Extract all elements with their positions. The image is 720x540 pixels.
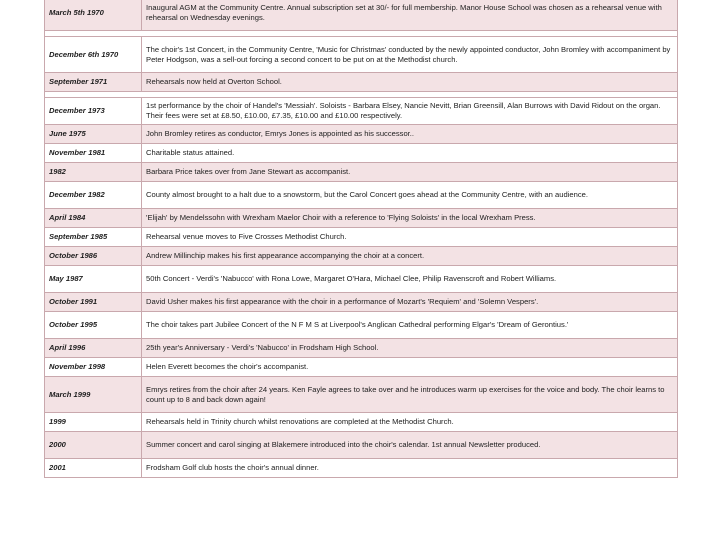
- entry-date: October 1991: [45, 293, 142, 312]
- timeline-row: [45, 209, 678, 228]
- entry-text: Summer concert and carol singing at Blakemere introduced into the choir's calendar. 1st annual Newsletter produced.: [142, 432, 678, 459]
- timeline-table: [44, 0, 678, 478]
- entry-text: 25th year's Anniversary - Verdi's 'Nabucco' in Frodsham High School.: [142, 339, 678, 358]
- entry-date: May 1987: [45, 266, 142, 293]
- entry-date: September 1971: [45, 73, 142, 92]
- timeline-row: [45, 293, 678, 312]
- entry-date: 1982: [45, 163, 142, 182]
- entry-text: The choir's 1st Concert, in the Community Centre, 'Music for Christmas' conducted by the newly appointed conductor, John Bromley with accompaniment by Peter Hodgson, was a sell-out forcing a second concert to be put on at the Methodist church.: [142, 37, 678, 73]
- entry-text: 'Elijah' by Mendelssohn with Wrexham Maelor Choir with a reference to 'Flying Soloists' in the local Wrexham Press.: [142, 209, 678, 228]
- timeline-row: [45, 144, 678, 163]
- entry-text: Barbara Price takes over from Jane Stewart as accompanist.: [142, 163, 678, 182]
- timeline-row: [45, 413, 678, 432]
- timeline-row: [45, 163, 678, 182]
- entry-text: Frodsham Golf club hosts the choir's annual dinner.: [142, 459, 678, 478]
- timeline-row: [45, 377, 678, 413]
- timeline-row: [45, 73, 678, 92]
- entry-date: September 1985: [45, 228, 142, 247]
- entry-date: December 6th 1970: [45, 37, 142, 73]
- entry-text: Charitable status attained.: [142, 144, 678, 163]
- timeline-row: [45, 432, 678, 459]
- entry-date: April 1996: [45, 339, 142, 358]
- timeline-row: [45, 312, 678, 339]
- entry-text: Andrew Millinchip makes his first appearance accompanying the choir at a concert.: [142, 247, 678, 266]
- timeline-row: [45, 358, 678, 377]
- timeline-row: [45, 0, 678, 31]
- entry-date: 2001: [45, 459, 142, 478]
- entry-date: March 5th 1970: [45, 0, 142, 31]
- timeline-row: [45, 459, 678, 478]
- entry-text: Rehearsals now held at Overton School.: [142, 73, 678, 92]
- timeline-row: [45, 182, 678, 209]
- entry-date: March 1999: [45, 377, 142, 413]
- entry-date: December 1973: [45, 98, 142, 125]
- entry-date: November 1981: [45, 144, 142, 163]
- timeline-row: [45, 339, 678, 358]
- entry-date: October 1986: [45, 247, 142, 266]
- entry-date: June 1975: [45, 125, 142, 144]
- timeline-row: [45, 37, 678, 73]
- entry-text: Inaugural AGM at the Community Centre. Annual subscription set at 30/- for full membership. Manor House School was chosen as a rehearsal venue with rehearsal on Wednesday evenings.: [142, 0, 678, 31]
- entry-text: Helen Everett becomes the choir's accompanist.: [142, 358, 678, 377]
- entry-text: John Bromley retires as conductor, Emrys Jones is appointed as his successor..: [142, 125, 678, 144]
- entry-text: 1st performance by the choir of Handel's 'Messiah'. Soloists - Barbara Elsey, Nancie Nevitt, Brian Greensill, Alan Burrows with David Ridout on the organ. Their fees were set at £8.50, £10.00, £7.35, £10.00 and £10.00 respectively.: [142, 98, 678, 125]
- timeline-row: [45, 247, 678, 266]
- entry-text: 50th Concert - Verdi's 'Nabucco' with Rona Lowe, Margaret O'Hara, Michael Clee, Philip Ravenscroft and Robert Williams.: [142, 266, 678, 293]
- timeline-row: [45, 125, 678, 144]
- entry-date: November 1998: [45, 358, 142, 377]
- entry-text: County almost brought to a halt due to a snowstorm, but the Carol Concert goes ahead at the Community Centre, with an audience.: [142, 182, 678, 209]
- entry-text: The choir takes part Jubilee Concert of the N F M S at Liverpool's Anglican Cathedral performing Elgar's 'Dream of Gerontius.': [142, 312, 678, 339]
- entry-text: Rehearsals held in Trinity church whilst renovations are completed at the Methodist Church.: [142, 413, 678, 432]
- entry-date: 2000: [45, 432, 142, 459]
- entry-text: Rehearsal venue moves to Five Crosses Methodist Church.: [142, 228, 678, 247]
- entry-date: October 1995: [45, 312, 142, 339]
- timeline-row: [45, 228, 678, 247]
- entry-date: December 1982: [45, 182, 142, 209]
- entry-date: April 1984: [45, 209, 142, 228]
- entry-text: Emrys retires from the choir after 24 years. Ken Fayle agrees to take over and he introduces warm up exercises for the voice and body. The choir learns to count up to 8 and back down again!: [142, 377, 678, 413]
- entry-date: 1999: [45, 413, 142, 432]
- timeline-row: [45, 98, 678, 125]
- timeline-row: [45, 266, 678, 293]
- entry-text: David Usher makes his first appearance with the choir in a performance of Mozart's 'Requiem' and 'Solemn Vespers'.: [142, 293, 678, 312]
